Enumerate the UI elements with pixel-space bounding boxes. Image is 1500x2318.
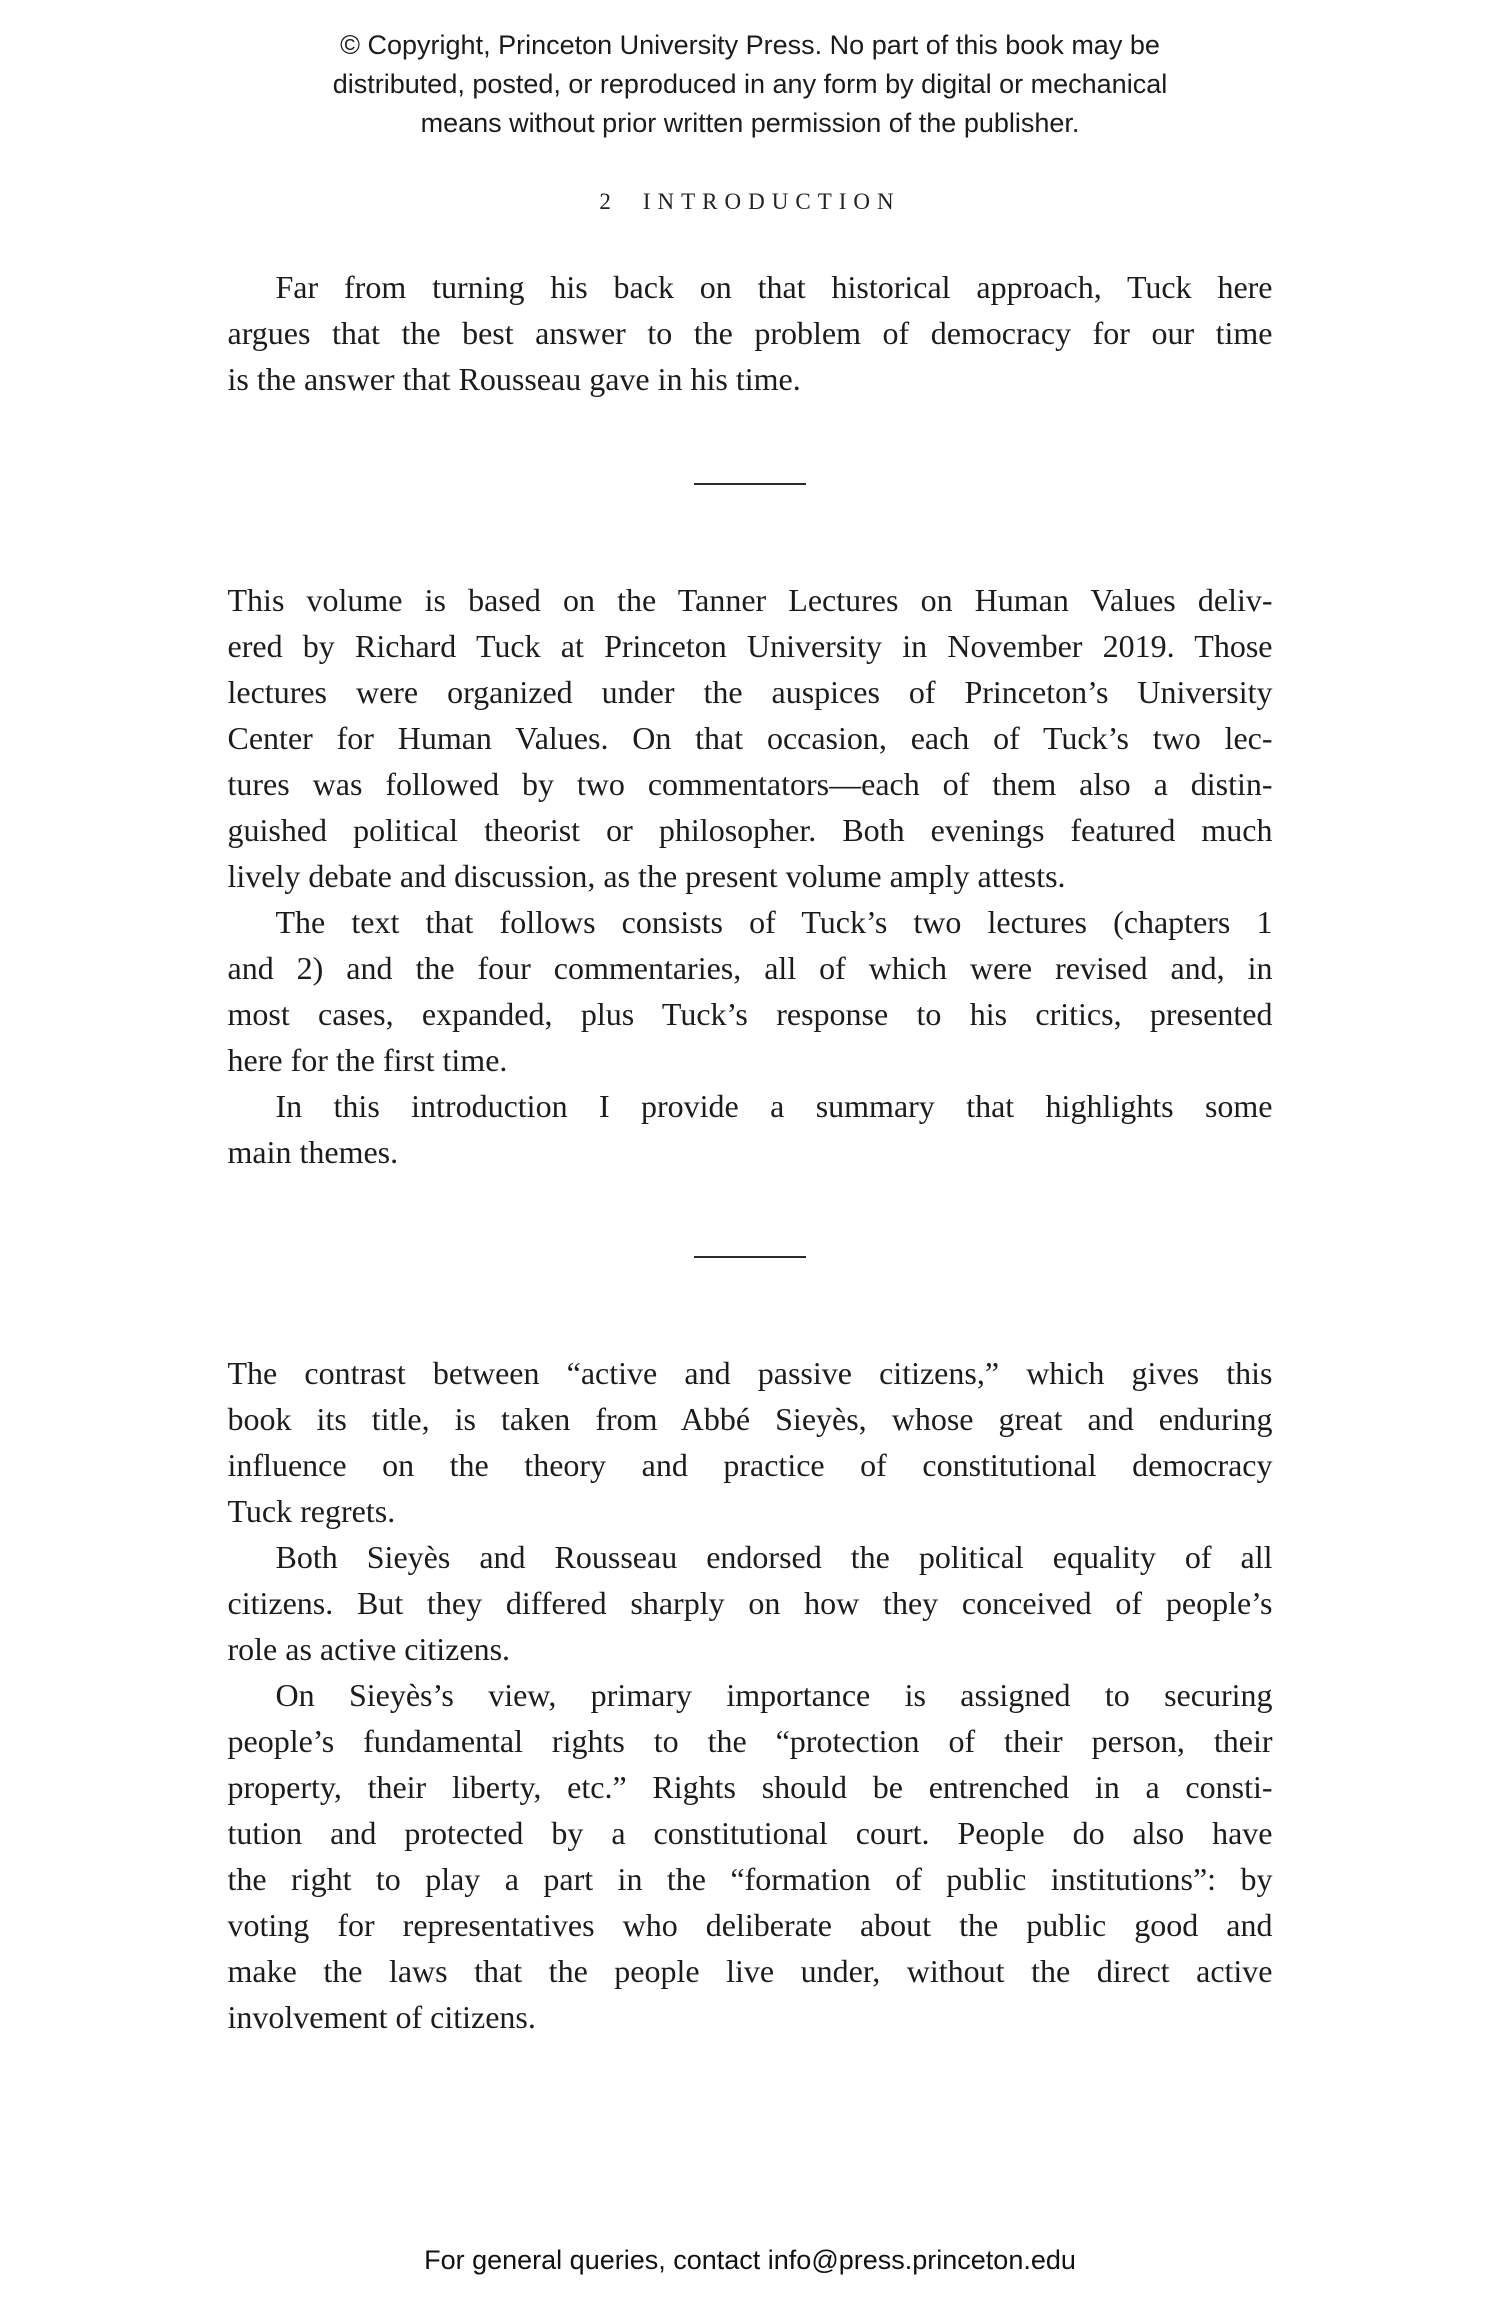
text-line: influence on the theory and practice of constitutional democracy [227, 1447, 1273, 1483]
body-paragraph [228, 264, 1273, 402]
body-paragraph [228, 577, 1273, 899]
body-paragraph [228, 1534, 1273, 1672]
text-line: The text that follows consists of Tuck’s two lectures (chapters 1 [275, 904, 1273, 940]
text-line: lectures were organized under the auspices of Princeton’s University [227, 674, 1273, 710]
text-line: main themes. [227, 1134, 399, 1170]
text-line: This volume is based on the Tanner Lectures on Human Values deliv- [227, 582, 1273, 618]
text-line: guished political theorist or philosopher. Both evenings featured much [227, 812, 1273, 848]
text-line: Center for Human Values. On that occasion, each of Tuck’s two lec- [227, 720, 1273, 756]
body-paragraph [228, 1083, 1273, 1175]
text-line: tures was followed by two commentators—each of them also a distin- [227, 766, 1273, 802]
text-line: argues that the best answer to the problem of democracy for our time [227, 315, 1273, 351]
text-line: make the laws that the people live under, without the direct active [227, 1953, 1273, 1989]
text-line: involvement of citizens. [227, 1999, 536, 2035]
section-divider [228, 1247, 1273, 1258]
text-line: the right to play a part in the “formation of public institutions”: by [227, 1861, 1273, 1897]
text-line: book its title, is taken from Abbé Sieyès, whose great and enduring [227, 1401, 1273, 1437]
copyright-line: distributed, posted, or reproduced in any form by digital or mechanical [332, 69, 1168, 99]
copyright-line: means without prior written permission of the publisher. [420, 108, 1080, 138]
text-line: and 2) and the four commentaries, all of which were revised and, in [227, 950, 1273, 986]
text-line: Tuck regrets. [227, 1493, 396, 1529]
text-line: role as active citizens. [227, 1631, 511, 1667]
text-line: On Sieyès’s view, primary importance is assigned to securing [275, 1677, 1273, 1713]
section-divider [228, 474, 1273, 485]
copyright-notice [0, 0, 1500, 143]
text-line: people’s fundamental rights to the “protection of their person, their [227, 1723, 1273, 1759]
body-paragraph [228, 1672, 1273, 2040]
divider-line [694, 483, 806, 485]
copyright-line: © Copyright, Princeton University Press. No part of this book may be [340, 30, 1160, 60]
text-line: is the answer that Rousseau gave in his time. [227, 361, 801, 397]
page-number: 2 [599, 189, 613, 214]
text-line: here for the first time. [227, 1042, 508, 1078]
footer-query-line: For general queries, contact info@press.princeton.edu [424, 2245, 1076, 2275]
text-line: property, their liberty, etc.” Rights should be entrenched in a consti- [227, 1769, 1273, 1805]
text-line: ered by Richard Tuck at Princeton University in November 2019. Those [227, 628, 1273, 664]
running-head [0, 187, 1500, 217]
body-text [228, 264, 1273, 2040]
divider-line [694, 1256, 806, 1258]
text-line: Far from turning his back on that historical approach, Tuck here [275, 269, 1273, 305]
text-line: voting for representatives who deliberate about the public good and [227, 1907, 1273, 1943]
text-line: Both Sieyès and Rousseau endorsed the political equality of all [275, 1539, 1273, 1575]
text-line: The contrast between “active and passive citizens,” which gives this [227, 1355, 1273, 1391]
text-line: citizens. But they differed sharply on how they conceived of people’s [227, 1585, 1273, 1621]
text-line: lively debate and discussion, as the present volume amply attests. [227, 858, 1066, 894]
text-line: In this introduction I provide a summary that highlights some [275, 1088, 1273, 1124]
text-line: tution and protected by a constitutional court. People do also have [227, 1815, 1273, 1851]
body-paragraph [228, 899, 1273, 1083]
body-paragraph [228, 1350, 1273, 1534]
text-line: most cases, expanded, plus Tuck’s response to his critics, presented [227, 996, 1273, 1032]
section-title: INTRODUCTION [642, 189, 901, 214]
